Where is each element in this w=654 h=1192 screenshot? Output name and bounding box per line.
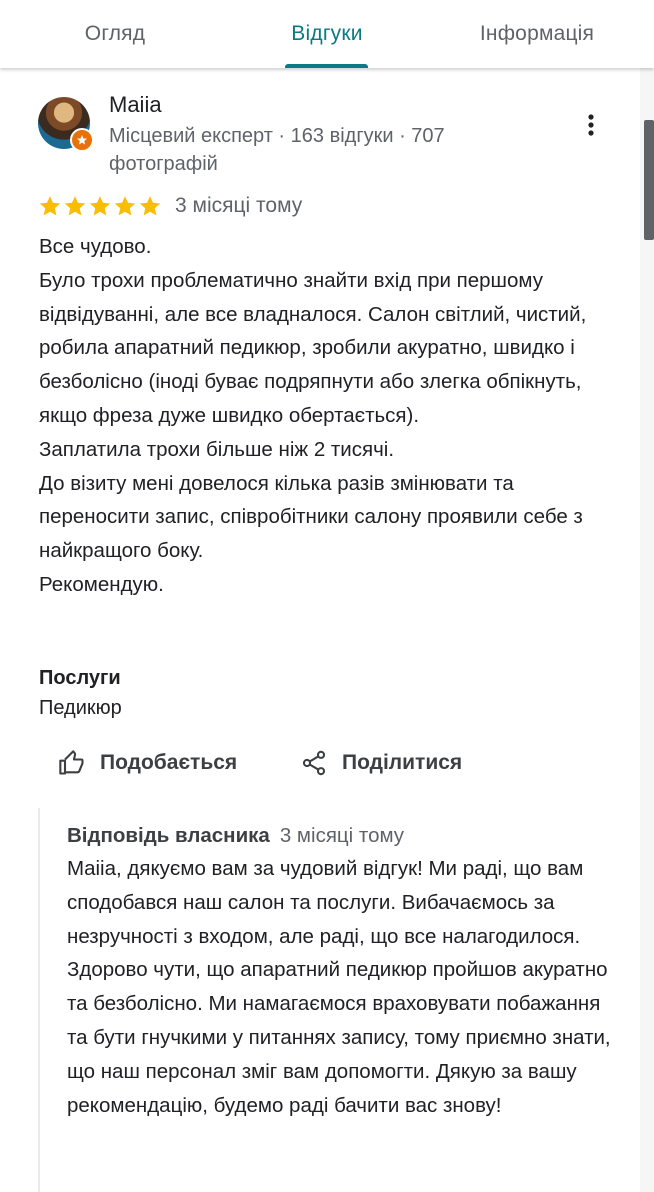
tab-reviews-label: Відгуки xyxy=(291,22,363,45)
scrollbar-thumb[interactable] xyxy=(644,120,654,240)
share-icon xyxy=(300,749,328,777)
star-rating xyxy=(38,194,162,218)
tab-bar xyxy=(0,0,654,68)
share-button[interactable] xyxy=(300,743,462,783)
owner-reply-label: Відповідь власника xyxy=(67,824,270,847)
review-text: Все чудово. Було трохи проблематично знайти вхід при першому відвідуванні, але все владналося. Салон світлий, чистий, робила апаратний педикюр, зробили акуратно, швидко і безболісно (іноді буває подряпнути або злегка обпікнуть, якщо фреза дуже швидко обертається). Заплатила трохи більше ніж 2 тисячі. До візиту мені довелося кілька разів змінювати та переносити запис, співробітники салону проявили себе з найкращого боку. Рекомендую. xyxy=(39,235,587,596)
more-vert-icon xyxy=(587,113,595,137)
like-label: Подобається xyxy=(100,751,238,774)
active-tab-indicator xyxy=(285,64,368,68)
local-guide-badge-icon xyxy=(70,128,94,152)
reviewer-name[interactable]: Maiia xyxy=(109,92,162,117)
reviewer-meta: Місцевий експерт · 163 відгуки · 707 фотографій xyxy=(109,125,445,175)
like-button[interactable] xyxy=(58,743,237,783)
tab-information-label: Інформація xyxy=(479,22,595,45)
services-title: Послуги xyxy=(39,667,121,689)
review-date: 3 місяці тому xyxy=(175,194,303,217)
owner-reply-date: 3 місяці тому xyxy=(279,824,405,847)
owner-reply-text: Maiia, дякуємо вам за чудовий відгук! Ми раді, що вам сподобався наш салон та послуги. Вибачаємось за незручності з входом, але раді, що все налагодилося. Здорово чути, що апаратний педикюр пройшов акуратно та безболісно. Ми намагаємося враховувати побажання та бути гнучкими у питаннях запису, тому приємно знати, що наш персонал зміг вам допомогти. Дякую за вашу рекомендацію, будемо раді бачити вас знову! xyxy=(67,857,611,1117)
services-value: Педикюр xyxy=(39,697,122,719)
thumb-up-icon xyxy=(58,749,86,777)
star-icon xyxy=(88,194,112,218)
share-label: Поділитися xyxy=(342,751,463,774)
more-options-button[interactable] xyxy=(576,110,606,140)
tab-overview-label: Огляд xyxy=(84,22,146,45)
tab-reviews[interactable] xyxy=(270,0,384,68)
star-icon xyxy=(63,194,87,218)
star-icon xyxy=(138,194,162,218)
tab-overview[interactable] xyxy=(40,0,190,68)
tab-information[interactable] xyxy=(462,0,612,68)
star-icon xyxy=(113,194,137,218)
owner-reply xyxy=(38,808,630,1192)
star-icon xyxy=(38,194,62,218)
owner-reply-header xyxy=(67,824,404,848)
